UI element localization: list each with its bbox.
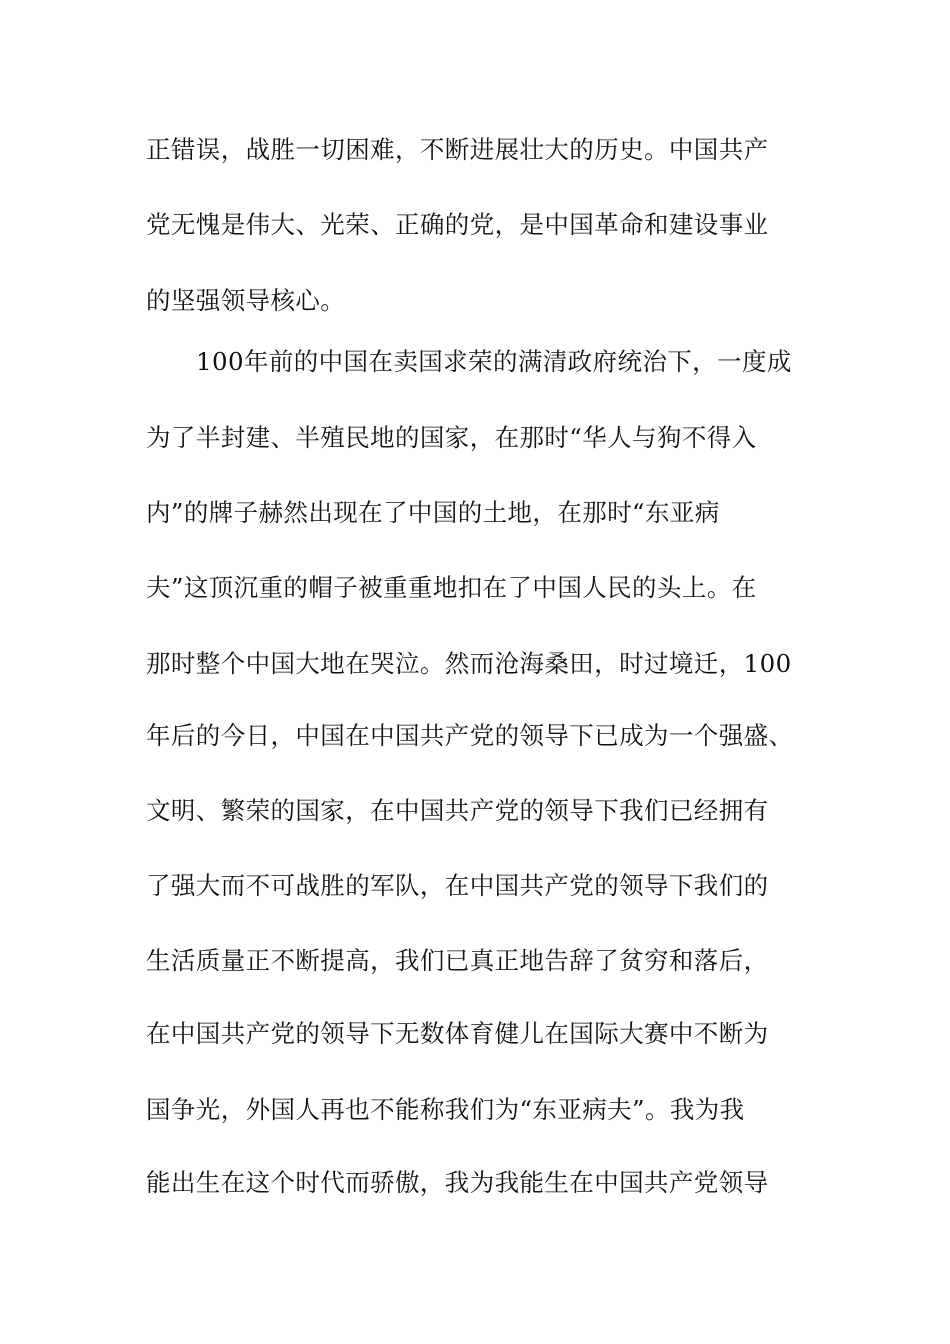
text-line: 了强大而不可战胜的军队，在中国共产党的领导下我们的 — [146, 871, 769, 900]
text-line: 那时整个中国大地在哭泣。然而沧海桑田，时过境迁，100 — [146, 649, 792, 678]
text-line: 文明、繁荣的国家，在中国共产党的领导下我们已经拥有 — [146, 796, 769, 825]
text-line: 在中国共产党的领导下无数体育健儿在国际大赛中不断为 — [146, 1019, 769, 1048]
text-line: 能出生在这个时代而骄傲，我为我能生在中国共产党领导 — [146, 1168, 769, 1197]
text-line: 国争光，外国人再也不能称我们为“东亚病夫”。我为我 — [146, 1095, 745, 1124]
text-line: 内”的牌子赫然出现在了中国的土地，在那时“东亚病 — [146, 498, 720, 527]
text-line: 夫”这顶沉重的帽子被重重地扣在了中国人民的头上。在 — [146, 573, 757, 602]
text-line: 为了半封建、半殖民地的国家，在那时“华人与狗不得入 — [146, 423, 757, 452]
text-line: 正错误，战胜一切困难，不断进展壮大的历史。中国共产 — [146, 135, 769, 164]
text-line: 生活质量正不断提高，我们已真正地告辞了贫穷和落后， — [146, 946, 769, 975]
text-line: 年后的今日，中国在中国共产党的领导下已成为一个强盛、 — [146, 721, 794, 750]
text-line: 100年前的中国在卖国求荣的满清政府统治下，一度成 — [196, 347, 792, 376]
text-line: 党无愧是伟大、光荣、正确的党，是中国革命和建设事业 — [146, 210, 769, 239]
text-line: 的坚强领导核心。 — [146, 286, 346, 315]
